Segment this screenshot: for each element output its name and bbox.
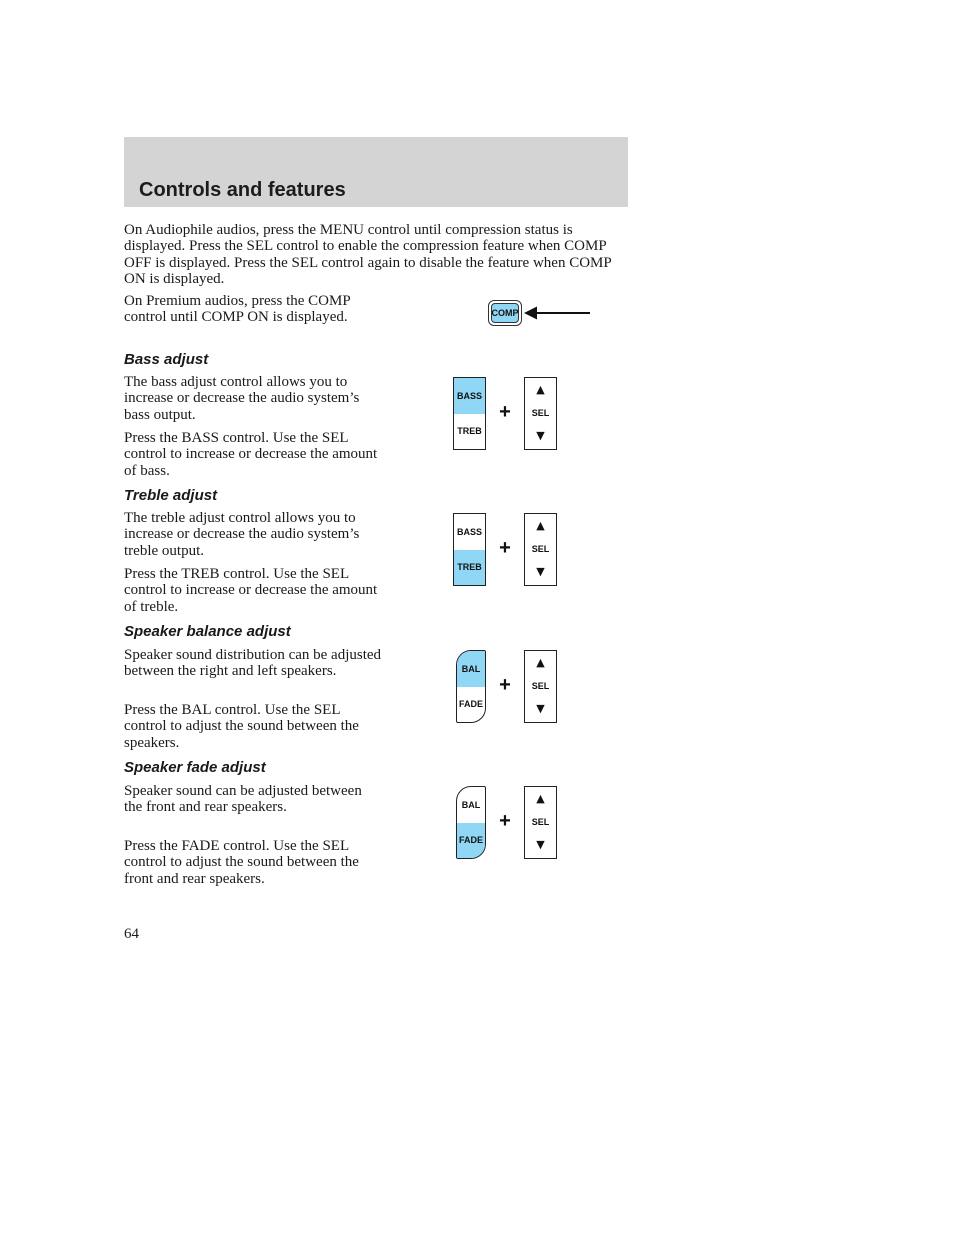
- down-triangle-icon: ▼: [536, 838, 545, 851]
- bass-segment: BASS: [456, 526, 482, 537]
- bal-fade-rocker: [456, 786, 486, 859]
- down-triangle-icon: ▼: [536, 565, 545, 578]
- up-triangle-icon: ▲: [536, 383, 545, 396]
- fade-adjust-heading: Speaker fade adjust: [124, 759, 266, 776]
- section-header-band: [124, 137, 628, 207]
- sel-label: SEL: [531, 544, 550, 554]
- balance-control-illustration: [453, 650, 563, 724]
- fade-segment: FADE: [458, 699, 483, 710]
- fade-description: Speaker sound can be adjusted between the front and rear speakers.: [124, 783, 362, 816]
- comp-button-label: COMP: [491, 303, 519, 323]
- bass-control-illustration: [453, 377, 563, 451]
- bal-fade-rocker: [456, 650, 486, 723]
- sel-label: SEL: [531, 681, 550, 691]
- treb-segment: TREB: [457, 426, 482, 437]
- balance-instructions: Press the BAL control. Use the SEL control to adjust the sound between the speakers.: [124, 702, 359, 751]
- bass-description: The bass adjust control allows you to increase or decrease the audio system’s bass output.: [124, 374, 360, 423]
- sel-rocker: [524, 650, 557, 723]
- down-triangle-icon: ▼: [536, 702, 545, 715]
- bass-treb-rocker: [453, 377, 486, 450]
- down-triangle-icon: ▼: [536, 429, 545, 442]
- comp-button-illustration: [488, 300, 522, 326]
- plus-sign: +: [499, 810, 511, 832]
- bass-segment: BASS: [454, 378, 485, 414]
- balance-description: Speaker sound distribution can be adjusted between the right and left speakers.: [124, 647, 382, 680]
- bass-adjust-heading: Bass adjust: [124, 351, 209, 368]
- bass-treb-rocker: [453, 513, 486, 586]
- plus-sign: +: [499, 401, 511, 423]
- up-triangle-icon: ▲: [536, 792, 545, 805]
- fade-segment: FADE: [457, 823, 485, 859]
- treble-description: The treble adjust control allows you to increase or decrease the audio system’s treble output.: [124, 510, 360, 559]
- page-number: 64: [124, 926, 139, 942]
- treb-segment: TREB: [454, 550, 485, 586]
- up-triangle-icon: ▲: [536, 519, 545, 532]
- sel-rocker: [524, 513, 557, 586]
- section-title: Controls and features: [139, 179, 346, 201]
- treble-control-illustration: [453, 513, 563, 587]
- bal-segment: BAL: [461, 799, 481, 810]
- balance-adjust-heading: Speaker balance adjust: [124, 623, 291, 640]
- sel-rocker: [524, 377, 557, 450]
- bal-segment: BAL: [457, 651, 485, 687]
- fade-instructions: Press the FADE control. Use the SEL control to adjust the sound between the front and rear speakers.: [124, 838, 359, 887]
- treble-adjust-heading: Treble adjust: [124, 487, 218, 504]
- up-triangle-icon: ▲: [536, 656, 545, 669]
- sel-rocker: [524, 786, 557, 859]
- plus-sign: +: [499, 537, 511, 559]
- bass-instructions: Press the BASS control. Use the SEL control to increase or decrease the amount of bass.: [124, 430, 378, 479]
- arrow-left-icon: [524, 304, 592, 322]
- premium-paragraph: On Premium audios, press the COMP control until COMP ON is displayed.: [124, 293, 351, 326]
- sel-label: SEL: [531, 817, 550, 827]
- sel-label: SEL: [531, 408, 550, 418]
- audiophile-paragraph: On Audiophile audios, press the MENU control until compression status is displayed. Press the SEL control to enable the compression feature when COMP OFF is displayed. Press the SEL control again to disable the feature when COMP ON is displayed.: [124, 222, 612, 287]
- treble-instructions: Press the TREB control. Use the SEL control to increase or decrease the amount of treble.: [124, 566, 378, 615]
- fade-control-illustration: [453, 786, 563, 860]
- plus-sign: +: [499, 674, 511, 696]
